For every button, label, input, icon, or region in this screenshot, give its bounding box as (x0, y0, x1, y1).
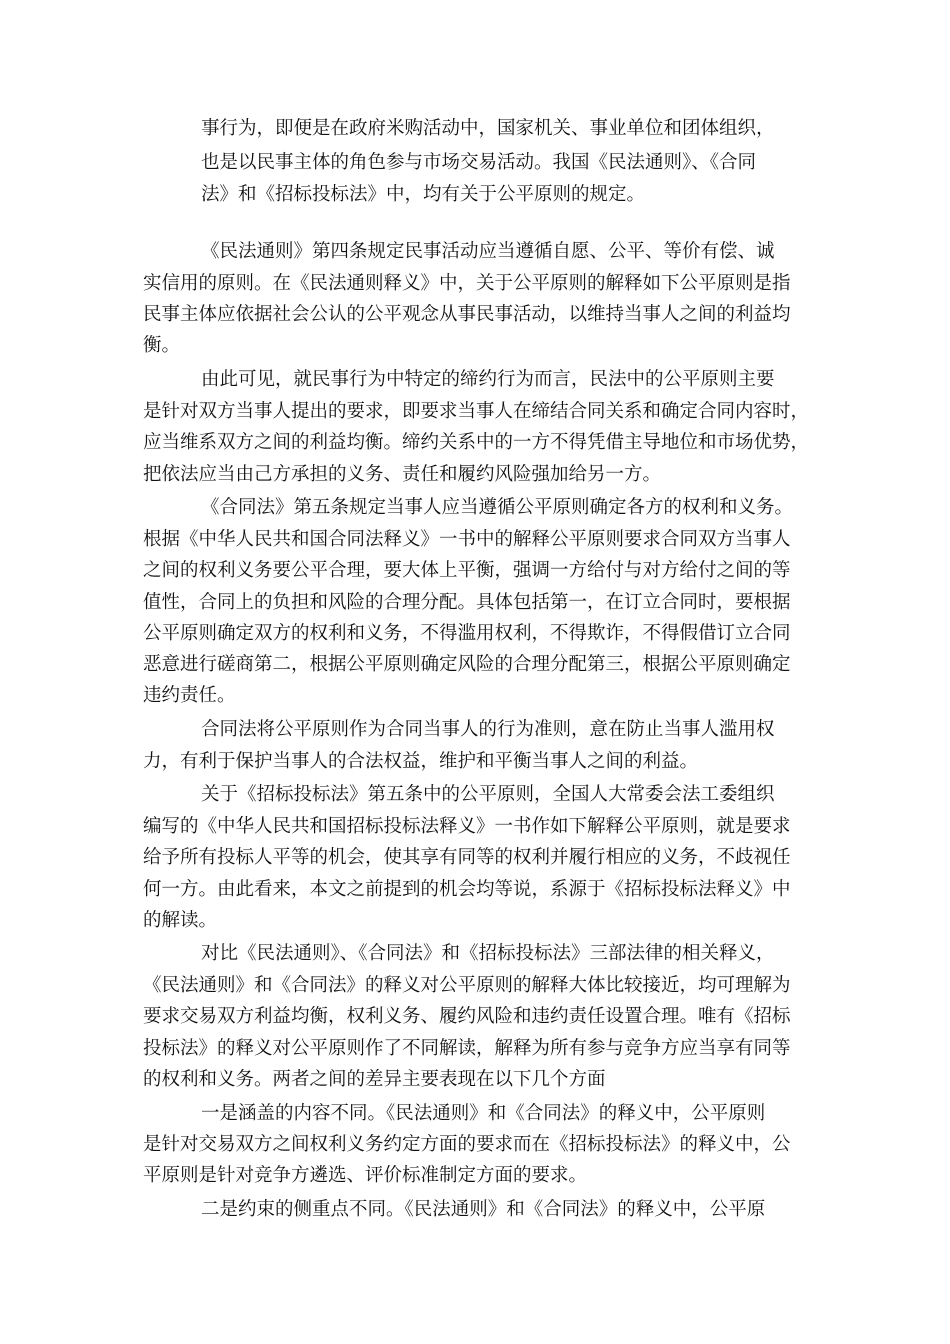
text-line: 民事主体应依据社会公认的公平观念从事民事活动，以维持当事人之间的利益均 (143, 304, 791, 325)
text-line: 《合同法》第五条规定当事人应当遵循公平原则确定各方的权利和义务。 (201, 497, 794, 518)
text-line: 《民法通则》第四条规定民事活动应当遵循自愿、公平、等价有偿、诚 (201, 241, 775, 262)
text-line: 衡。 (143, 335, 181, 356)
text-line: 平原则是针对竞争方遴选、评价标准制定方面的要求。 (143, 1165, 588, 1186)
text-line: 要求交易双方利益均衡，权利义务、履约风险和违约责任设置合理。唯有《招标 (143, 1006, 791, 1027)
text-line: 给予所有投标人平等的机会，使其享有同等的权利并履行相应的义务，不歧视任 (143, 847, 791, 868)
text-line: 由此可见，就民事行为中特定的缔约行为而言，民法中的公平原则主要 (201, 369, 775, 390)
text-line: 把依法应当由己方承担的义务、责任和履约风险强加给另一方。 (143, 464, 662, 485)
text-line: 之间的权利义务要公平合理，要大体上平衡，强调一方给付与对方给付之间的等 (143, 560, 791, 581)
text-line: 根据《中华人民共和国合同法释义》一书中的解释公平原则要求合同双方当事人 (143, 529, 791, 550)
text-line: 对比《民法通则》、《合同法》和《招标投标法》三部法律的相关释义， (201, 943, 775, 964)
text-line: 何一方。由此看来，本文之前提到的机会均等说，系源于《招标投标法释义》中 (143, 879, 791, 900)
text-line: 关于《招标投标法》第五条中的公平原则，全国人大常委会法工委组织 (201, 784, 775, 805)
text-line: 应当维系双方之间的利益均衡。缔约关系中的一方不得凭借主导地位和市场优势， (143, 432, 810, 453)
text-line: 值性，合同上的负担和风险的合理分配。具体包括第一，在订立合同时，要根据 (143, 592, 791, 613)
text-line: 是针对双方当事人提出的要求，即要求当事人在缔结合同关系和确定合同内容时， (143, 401, 810, 422)
text-line: 恶意进行磋商第二，根据公平原则确定风险的合理分配第三，根据公平原则确定 (143, 654, 791, 675)
text-line: 法》和《招标投标法》中，均有关于公平原则的规定。 (201, 184, 646, 205)
text-line: 投标法》的释义对公平原则作了不同解读，解释为所有参与竞争方应当享有同等 (143, 1038, 791, 1059)
text-line: 二是约束的侧重点不同。《民法通则》和《合同法》的释义中，公平原 (201, 1199, 766, 1220)
text-line: 公平原则确定双方的权利和义务，不得滥用权利，不得欺诈，不得假借订立合同 (143, 623, 791, 644)
text-line: 《民法通则》和《合同法》的释义对公平原则的解释大体比较接近，均可理解为 (143, 975, 791, 996)
text-line: 违约责任。 (143, 685, 236, 706)
text-line: 的解读。 (143, 910, 218, 931)
text-line: 一是涵盖的内容不同。《民法通则》和《合同法》的释义中，公平原则 (201, 1103, 766, 1124)
text-line: 实信用的原则。在《民法通则释义》中，关于公平原则的解释如下公平原则是指 (143, 273, 791, 294)
text-line: 编写的《中华人民共和国招标投标法释义》一书作如下解释公平原则，就是要求 (143, 816, 791, 837)
text-line: 力，有利于保护当事人的合法权益，维护和平衡当事人之间的利益。 (143, 751, 699, 772)
text-line: 的权利和义务。两者之间的差异主要表现在以下几个方面 (143, 1069, 606, 1090)
text-line: 合同法将公平原则作为合同当事人的行为准则，意在防止当事人滥用权 (201, 719, 775, 740)
text-line: 是针对交易双方之间权利义务约定方面的要求而在《招标投标法》的释义中，公 (143, 1134, 791, 1155)
text-line: 事行为，即便是在政府米购活动中，国家机关、事业单位和团体组织， (201, 118, 775, 139)
text-line: 也是以民事主体的角色参与市场交易活动。我国《民法通则》、《合同 (201, 152, 757, 173)
